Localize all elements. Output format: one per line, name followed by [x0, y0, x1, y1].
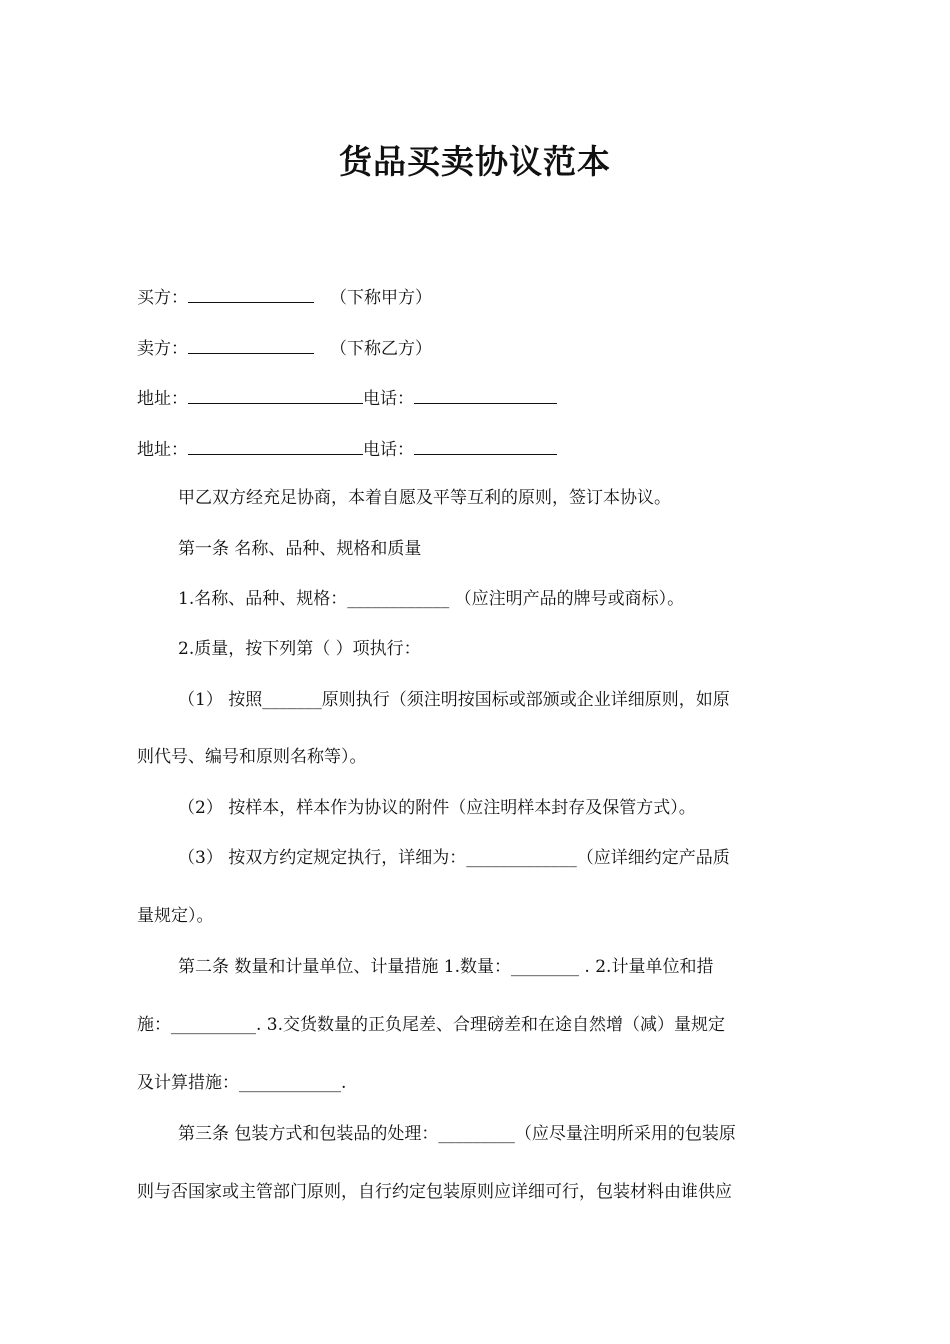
- article-3-line-1: 第三条 包装方式和包装品的处理：_________（应尽量注明所采用的包装原: [178, 1124, 736, 1144]
- article-1-item-1: 1.名称、品种、规格：____________ （应注明产品的牌号或商标）。: [178, 589, 685, 609]
- phone-label-1: 电话：: [363, 389, 414, 409]
- quality-option-1-line-2: 则代号、编号和原则名称等）。: [137, 747, 367, 767]
- buyer-blank: [188, 284, 314, 303]
- seller-label: 卖方：: [137, 339, 188, 359]
- quality-option-3-line-1: （3） 按双方约定规定执行，详细为：_____________（应详细约定产品质: [178, 848, 730, 868]
- article-2-line-3: 及计算措施：____________.: [137, 1073, 347, 1093]
- quality-option-3-line-2: 量规定）。: [137, 906, 214, 926]
- address-label-2: 地址：: [137, 440, 188, 460]
- buyer-line: [137, 284, 432, 310]
- quality-option-2: （2） 按样本，样本作为协议的附件（应注明样本封存及保管方式）。: [178, 798, 696, 818]
- phone-blank-1: [414, 385, 557, 404]
- phone-blank-2: [414, 436, 557, 455]
- article-2-line-1: 第二条 数量和计量单位、计量措施 1.数量：________ . 2.计量单位和措: [178, 957, 714, 977]
- address-label-1: 地址：: [137, 389, 188, 409]
- address-blank-1: [188, 385, 363, 404]
- buyer-note: （下称甲方）: [330, 288, 432, 308]
- article-1-heading: 第一条 名称、品种、规格和质量: [178, 539, 422, 559]
- article-3-line-2: 则与否国家或主管部门原则，自行约定包装原则应详细可行，包装材料由谁供应: [137, 1182, 732, 1202]
- phone-label-2: 电话：: [363, 440, 414, 460]
- article-1-item-2: 2.质量，按下列第（ ）项执行：: [178, 639, 421, 659]
- address-line-2: [137, 436, 557, 462]
- seller-note: （下称乙方）: [330, 339, 432, 359]
- seller-line: [137, 335, 432, 361]
- address-blank-2: [188, 436, 363, 455]
- seller-blank: [188, 335, 314, 354]
- article-2-line-2: 施：__________. 3.交货数量的正负尾差、合理磅差和在途自然增（减）量规定: [137, 1015, 726, 1035]
- quality-option-1-line-1: （1） 按照_______原则执行（须注明按国标或部颁或企业详细原则，如原: [178, 690, 730, 710]
- buyer-label: 买方：: [137, 288, 188, 308]
- intro-paragraph: 甲乙双方经充足协商，本着自愿及平等互利的原则，签订本协议。: [178, 488, 671, 508]
- address-line-1: [137, 385, 557, 411]
- document-title: 货品买卖协议范本: [339, 142, 611, 181]
